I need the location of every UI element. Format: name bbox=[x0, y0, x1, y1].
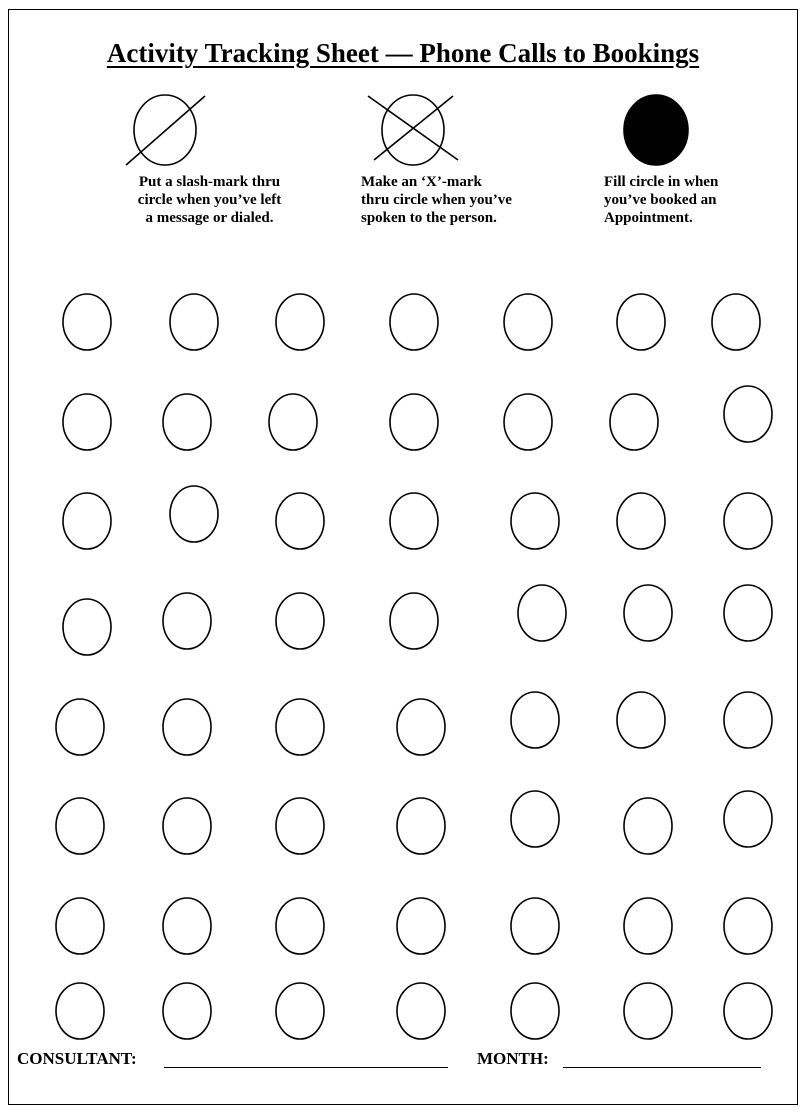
tracking-circle-r2-c7[interactable] bbox=[724, 386, 772, 442]
tracking-circle-r6-c7[interactable] bbox=[724, 791, 772, 847]
tracking-circle-r7-c6[interactable] bbox=[624, 898, 672, 954]
tracking-circle-r8-c3[interactable] bbox=[276, 983, 324, 1039]
tracking-circle-r6-c4[interactable] bbox=[397, 798, 445, 854]
tracking-circle-r8-c6[interactable] bbox=[624, 983, 672, 1039]
tracking-circle-r7-c5[interactable] bbox=[511, 898, 559, 954]
tracking-circle-r3-c6[interactable] bbox=[617, 493, 665, 549]
consultant-label: CONSULTANT: bbox=[17, 1049, 137, 1068]
tracking-circle-r8-c7[interactable] bbox=[724, 983, 772, 1039]
tracking-circle-r6-c2[interactable] bbox=[163, 798, 211, 854]
tracking-circle-r3-c5[interactable] bbox=[511, 493, 559, 549]
tracking-circle-r7-c4[interactable] bbox=[397, 898, 445, 954]
tracking-circle-r2-c6[interactable] bbox=[610, 394, 658, 450]
tracking-circle-r5-c5[interactable] bbox=[511, 692, 559, 748]
tracking-circle-r7-c7[interactable] bbox=[724, 898, 772, 954]
legend-filled-text: Fill circle in when you’ve booked an Appointment. bbox=[604, 174, 719, 226]
legend-slash-text: Put a slash-mark thru circle when you’ve left a message or dialed. bbox=[137, 174, 282, 226]
tracking-circle-r4-c7[interactable] bbox=[724, 585, 772, 641]
tracking-circle-r3-c4[interactable] bbox=[390, 493, 438, 549]
tracking-circle-r4-c5[interactable] bbox=[518, 585, 566, 641]
tracking-circle-r6-c1[interactable] bbox=[56, 798, 104, 854]
consultant-field[interactable] bbox=[164, 1067, 448, 1068]
tracking-circle-r2-c1[interactable] bbox=[63, 394, 111, 450]
tracking-circle-r1-c7[interactable] bbox=[712, 294, 760, 350]
tracking-circle-r6-c3[interactable] bbox=[276, 798, 324, 854]
tracking-circle-r1-c6[interactable] bbox=[617, 294, 665, 350]
tracking-circle-r2-c4[interactable] bbox=[390, 394, 438, 450]
tracking-circle-r1-c1[interactable] bbox=[63, 294, 111, 350]
tracking-circle-r5-c1[interactable] bbox=[56, 699, 104, 755]
tracking-circle-r5-c7[interactable] bbox=[724, 692, 772, 748]
tracking-circle-r3-c7[interactable] bbox=[724, 493, 772, 549]
tracking-circle-r1-c2[interactable] bbox=[170, 294, 218, 350]
tracking-circle-r5-c2[interactable] bbox=[163, 699, 211, 755]
tracking-circle-r5-c3[interactable] bbox=[276, 699, 324, 755]
tracking-circle-r4-c1[interactable] bbox=[63, 599, 111, 655]
tracking-circle-r6-c5[interactable] bbox=[511, 791, 559, 847]
month-label: MONTH: bbox=[477, 1049, 549, 1068]
tracking-circle-r3-c3[interactable] bbox=[276, 493, 324, 549]
tracking-circle-r4-c4[interactable] bbox=[390, 593, 438, 649]
tracking-circle-r8-c5[interactable] bbox=[511, 983, 559, 1039]
tracking-circle-r4-c3[interactable] bbox=[276, 593, 324, 649]
tracking-circle-r7-c1[interactable] bbox=[56, 898, 104, 954]
legend-x-text: Make an ‘X’-mark thru circle when you’ve spoken to the person. bbox=[361, 174, 512, 226]
tracking-circle-r8-c2[interactable] bbox=[163, 983, 211, 1039]
tracking-circle-r3-c2[interactable] bbox=[170, 486, 218, 542]
tracking-circle-r4-c2[interactable] bbox=[163, 593, 211, 649]
page-title: Activity Tracking Sheet — Phone Calls to Bookings bbox=[106, 38, 700, 68]
tracking-circle-r6-c6[interactable] bbox=[624, 798, 672, 854]
tracking-circle-r1-c5[interactable] bbox=[504, 294, 552, 350]
tracking-circle-r1-c3[interactable] bbox=[276, 294, 324, 350]
tracking-circle-r2-c2[interactable] bbox=[163, 394, 211, 450]
tracking-circle-r3-c1[interactable] bbox=[63, 493, 111, 549]
tracking-circle-r7-c2[interactable] bbox=[163, 898, 211, 954]
tracking-circle-r5-c4[interactable] bbox=[397, 699, 445, 755]
tracking-circle-r1-c4[interactable] bbox=[390, 294, 438, 350]
tracking-circle-r8-c1[interactable] bbox=[56, 983, 104, 1039]
tracking-circle-r4-c6[interactable] bbox=[624, 585, 672, 641]
tracking-circle-r5-c6[interactable] bbox=[617, 692, 665, 748]
tracking-circle-r2-c5[interactable] bbox=[504, 394, 552, 450]
month-field[interactable] bbox=[563, 1067, 761, 1068]
tracking-circle-r2-c3[interactable] bbox=[269, 394, 317, 450]
tracking-circle-r7-c3[interactable] bbox=[276, 898, 324, 954]
tracking-circle-r8-c4[interactable] bbox=[397, 983, 445, 1039]
